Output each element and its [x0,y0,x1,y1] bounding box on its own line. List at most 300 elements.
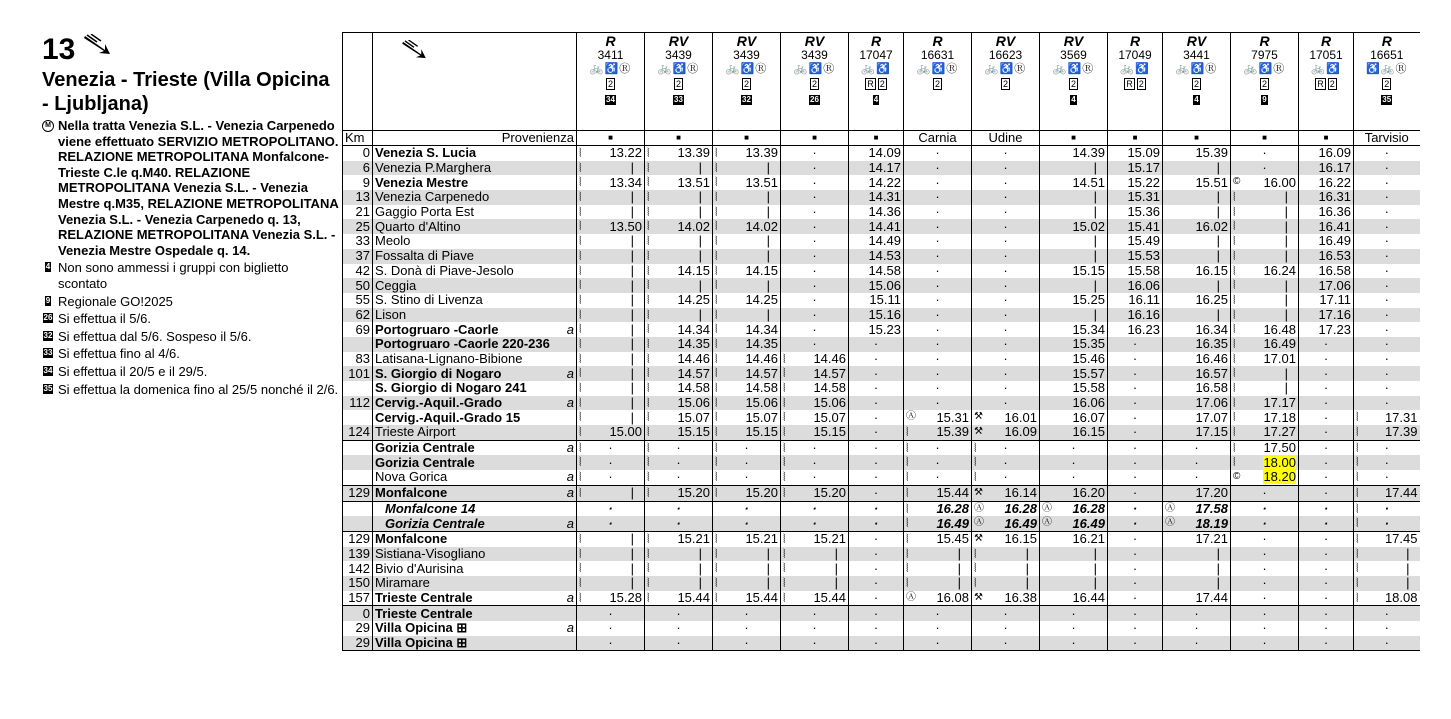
time-value: 15.36 [1127,204,1160,220]
time-value: · [744,516,749,531]
time-cell [904,175,972,190]
time-value: · [873,621,879,636]
wavy-line-icon: ⦚ [647,381,650,395]
train-category: R [870,33,882,49]
time-cell [1231,636,1299,651]
wavy-line-icon: ⦚ [579,307,582,322]
time-cell [1354,264,1420,279]
time-cell [781,455,849,470]
time-value: | [1025,546,1029,561]
note-badge: 33 [674,95,683,104]
time-value: | [630,381,634,396]
time-value: · [1323,501,1329,516]
km-cell: 112 [343,396,373,411]
time-cell [849,636,904,651]
wavy-line-icon: ⦚ [647,292,650,307]
time-cell [972,591,1040,606]
time-value: 13.22 [609,145,642,161]
class-label: R 2 [1317,79,1335,89]
time-value: · [1132,410,1138,425]
time-value: · [873,635,879,651]
time-cell [1108,264,1163,279]
time-value: | [630,366,634,381]
time-cell [713,621,781,636]
time-cell [781,410,849,425]
wavy-line-icon: ⦚ [647,307,650,322]
time-cell [849,264,904,279]
train-header-row [343,33,1420,131]
time-value: 15.15 [813,425,846,440]
table-row [343,381,1420,396]
time-value: · [812,248,817,264]
time-cell [781,366,849,381]
time-value: | [1406,546,1410,561]
time-value: · [812,145,817,161]
time-cell [1231,293,1299,308]
time-value: · [1384,635,1389,651]
time-cell [1231,485,1299,501]
time-cell [904,249,972,264]
time-value: · [812,204,817,220]
time-cell [1299,485,1354,501]
table-row [343,264,1420,279]
arrival-marker: a [566,516,574,531]
table-row [343,576,1420,591]
time-value: | [1216,248,1220,264]
time-cell [849,547,904,562]
time-cell [713,636,781,651]
time-value: 17.44 [1195,590,1228,605]
time-value: · [1262,145,1267,161]
station-cell [373,381,577,396]
wavy-line-icon: ⦚ [1356,440,1359,455]
wavy-line-icon: ⦚ [1356,501,1359,516]
time-cell [713,161,781,176]
wavy-line-icon: ⦚ [906,485,909,500]
time-value: 16.44 [1072,590,1105,605]
time-cell [577,264,645,279]
time-value: 15.44 [936,485,969,501]
class-label: 2 [1193,79,1199,89]
time-value: 16.11 [1128,292,1160,308]
time-value: | [766,575,770,591]
time-cell [904,636,972,651]
wavy-line-icon: ⦚ [1233,455,1236,470]
wavy-line-icon: ⦚ [715,455,718,470]
station-name: Miramare [375,575,430,591]
station-cell [373,308,577,323]
time-cell [1231,234,1299,249]
time-cell [904,561,972,576]
time-cell [972,547,1040,562]
time-cell [904,190,972,205]
station-cell [373,606,577,621]
time-value: · [1003,234,1008,249]
time-cell [781,337,849,352]
time-value: | [766,561,770,576]
time-value: | [766,546,770,561]
time-cell [781,352,849,367]
class-label: 2 [1261,79,1267,89]
station-name: Monfalcone [375,485,448,501]
wavy-line-icon: ⦚ [579,263,582,278]
time-value: · [1384,366,1389,381]
wavy-line-icon: ⦚ [579,351,582,366]
table-row [343,606,1420,621]
station-cell [373,561,577,576]
time-cell [1354,455,1420,470]
time-value: 14.49 [868,234,901,249]
time-value: · [1003,204,1008,220]
wavy-line-icon: ⦚ [579,234,582,249]
wavy-line-icon: ⦚ [647,278,650,293]
train-category: R [1259,33,1270,49]
time-cell [713,396,781,411]
time-value: | [766,234,770,249]
time-value: | [1284,248,1288,264]
time-value: 15.51 [1195,175,1228,190]
wavy-line-icon: ⦚ [974,440,977,455]
time-value: · [1262,605,1267,621]
time-value: 15.09 [1127,145,1160,161]
time-cell [645,425,713,440]
wavy-line-icon: ⦚ [783,590,786,605]
time-value: · [1262,635,1267,651]
time-cell [1299,337,1354,352]
time-cell [1354,396,1420,411]
wavy-line-icon: ⦚ [715,485,718,500]
station-cell [373,455,577,470]
note-symbol-icon: 9 [45,295,51,305]
note-item [42,329,340,345]
wavy-line-icon: ⦚ [783,395,786,410]
class-label: 2 [1070,79,1076,89]
station-name: Villa Opicina ⊞ [375,621,468,636]
time-cell [1108,531,1163,546]
time-cell [1040,425,1108,440]
time-value: 16.49 [1318,234,1351,249]
time-cell [1299,547,1354,562]
bike-access-reserve-icon: 🚲♿ [1120,63,1150,75]
train-category: R [932,33,943,49]
time-value: | [1284,234,1288,249]
train-header [1231,33,1299,131]
time-value: 15.34 [1072,322,1105,337]
wavy-line-icon: ⦚ [1233,440,1236,455]
time-cell [904,576,972,591]
wavy-line-icon: ⦚ [715,219,718,234]
wavy-line-icon: ⦚ [647,455,650,470]
time-cell [1163,175,1231,190]
station-cell [373,278,577,293]
time-cell [904,322,972,337]
time-value: · [1384,248,1389,264]
time-value: · [1323,485,1329,501]
time-cell [1231,264,1299,279]
time-value: | [630,395,634,411]
time-cell [904,516,972,531]
wavy-line-icon: ⦚ [1233,307,1236,322]
time-cell [1231,501,1299,516]
km-cell [343,470,373,485]
time-value: | [1284,204,1288,220]
time-cell [781,470,849,485]
time-cell [1108,205,1163,220]
bike-access-reserve-icon: 🚲♿Ⓡ [657,63,700,75]
wavy-line-icon: ⦚ [715,410,718,425]
class-label: R 2 [1126,79,1144,89]
time-cell [1108,561,1163,576]
wavy-line-icon: ⦚ [647,204,650,219]
time-value: 15.31 [936,410,969,425]
time-value: 17.39 [1384,425,1418,440]
time-cell [1108,621,1163,636]
time-cell [713,455,781,470]
time-value: · [1003,248,1008,264]
time-value: · [1384,175,1389,190]
time-value: · [1323,621,1329,636]
time-cell [1354,219,1420,234]
time-cell [849,501,904,516]
table-row [343,278,1420,293]
time-cell [1354,278,1420,293]
wavy-line-icon: ⦚ [783,425,786,440]
time-value: 17.50 [1263,440,1296,456]
time-value: 16.41 [1318,219,1351,234]
time-cell [849,278,904,293]
table-row [343,396,1420,411]
time-value: · [935,175,940,190]
time-value: 16.25 [1195,292,1228,308]
km-cell: 157 [343,591,373,606]
time-value: · [1132,336,1138,352]
time-value: 15.21 [745,531,778,547]
time-value: 16.15 [1195,263,1228,278]
km-cell: 42 [343,264,373,279]
time-cell [1231,146,1299,161]
time-cell [1040,576,1108,591]
time-cell [1354,606,1420,621]
time-value: | [1216,190,1220,205]
time-cell [904,591,972,606]
time-cell [1040,516,1108,531]
station-name: Venezia Mestre [375,175,469,190]
time-value: · [935,336,940,352]
time-cell [1299,205,1354,220]
km-cell: 101 [343,366,373,381]
time-value: 14.53 [868,248,901,264]
station-name: Gorizia Centrale [385,516,485,531]
legend-panel [42,34,340,397]
km-cell: 29 [343,621,373,636]
wavy-line-icon: ⦚ [579,425,582,440]
table-row [343,455,1420,470]
wavy-line-icon: ⦚ [579,381,582,395]
station-name: Lison [375,307,407,322]
time-cell [1354,381,1420,396]
time-cell [1299,636,1354,651]
time-cell [577,576,645,591]
time-cell [1163,190,1231,205]
station-cell [373,425,577,440]
time-cell [1108,322,1163,337]
time-value: · [873,336,879,352]
time-value: · [1323,546,1329,561]
time-value: | [630,561,634,576]
time-cell [972,190,1040,205]
station-cell [373,396,577,411]
station-cell [373,410,577,425]
time-value: 18.20 [1263,470,1296,485]
time-cell [645,516,713,531]
wavy-line-icon: ⦚ [906,546,909,561]
km-label: Km [343,131,373,146]
wavy-line-icon: ⦚ [579,190,582,205]
time-value: · [935,621,940,636]
time-value: · [744,470,749,485]
time-cell [645,455,713,470]
time-value: | [1093,234,1097,249]
time-value: · [1132,546,1138,561]
provenienza-cell: ■ [1108,131,1163,146]
copyright-icon: © [1233,176,1241,188]
time-value: · [1132,395,1138,411]
km-cell: 129 [343,531,373,546]
time-value: 15.31 [1127,190,1160,205]
time-cell [1299,455,1354,470]
time-value: | [1025,561,1029,576]
wavy-line-icon: ⦚ [715,336,718,351]
time-value: 17.31 [1384,410,1418,425]
km-cell: 0 [343,146,373,161]
time-value: · [1132,455,1138,470]
station-name: Trieste Centrale [375,590,473,605]
time-cell [577,205,645,220]
station-cell [373,440,577,455]
wavy-line-icon: ⦚ [579,160,582,175]
train-number: 3439 [801,48,828,62]
time-cell [904,205,972,220]
station-name: Sistiana-Visogliano [375,546,486,561]
time-cell [713,561,781,576]
station-name: Villa Opicina ⊞ [375,635,468,651]
time-value: · [1262,485,1267,501]
time-cell [1231,410,1299,425]
station-name: Monfalcone 14 [385,501,476,516]
time-value: · [1323,516,1329,531]
time-cell [1299,234,1354,249]
time-cell [645,219,713,234]
arrival-marker: a [566,440,574,456]
tool-icon: ⚒ [974,532,983,544]
provenienza-cell: ■ [781,131,849,146]
a-circle-icon: Ⓐ [906,411,916,423]
time-cell [1231,455,1299,470]
time-value: · [1071,455,1076,470]
time-cell [1163,591,1231,606]
time-value: | [766,307,770,322]
table-row [343,636,1420,651]
time-value: · [812,635,817,651]
wavy-line-icon: ⦚ [1233,278,1236,293]
time-cell [1299,322,1354,337]
time-cell [972,576,1040,591]
time-value: | [1093,160,1097,176]
class-label: 2 [607,79,613,89]
time-cell [1354,440,1420,455]
time-value: · [608,605,613,621]
arrival-marker: a [566,322,574,337]
time-cell [713,381,781,396]
time-cell [904,501,972,516]
wavy-line-icon: ⦚ [579,146,582,160]
time-cell [972,234,1040,249]
station-name: Venezia Carpenedo [375,190,490,205]
time-cell [972,501,1040,516]
time-cell [1354,516,1420,531]
class-label: 2 [675,79,681,89]
time-value: 17.07 [1195,410,1228,425]
time-cell [645,561,713,576]
km-cell: 83 [343,352,373,367]
time-value: 16.09 [1318,145,1351,161]
time-value: 15.22 [1127,175,1160,190]
time-value: · [1323,561,1329,576]
time-cell [849,485,904,501]
wavy-line-icon: ⦚ [1233,381,1236,395]
time-cell [713,337,781,352]
wavy-line-icon: ⦚ [579,410,582,425]
time-value: | [1216,575,1220,591]
time-value: | [630,204,634,220]
time-value: · [1132,575,1138,591]
time-value: · [1384,190,1389,205]
time-cell [904,470,972,485]
km-cell: 6 [343,161,373,176]
time-cell [904,410,972,425]
time-cell [713,547,781,562]
station-cell [373,219,577,234]
station-name: S. Giorgio di Nogaro [375,366,502,381]
time-value: · [1384,307,1389,322]
train-category: RV [804,33,825,49]
time-value: 17.45 [1384,531,1418,547]
wavy-line-icon: ⦚ [1356,546,1359,561]
time-value: · [1132,366,1138,381]
station-cell [373,366,577,381]
note-symbol-icon: 4 [45,262,51,272]
time-value: 15.20 [677,485,710,501]
time-cell [1231,621,1299,636]
time-cell [849,561,904,576]
time-cell [972,561,1040,576]
class-label: 2 [811,79,817,89]
time-cell [781,278,849,293]
time-value: · [873,605,879,621]
time-value: · [935,322,940,337]
table-row [343,190,1420,205]
time-cell [781,396,849,411]
time-cell [1299,366,1354,381]
time-cell [1231,190,1299,205]
wavy-line-icon: ⦚ [1356,561,1359,576]
time-cell [849,576,904,591]
station-name: S. Donà di Piave-Jesolo [375,263,514,278]
table-row [343,440,1420,455]
time-cell [577,606,645,621]
time-cell [645,322,713,337]
time-cell [972,531,1040,546]
